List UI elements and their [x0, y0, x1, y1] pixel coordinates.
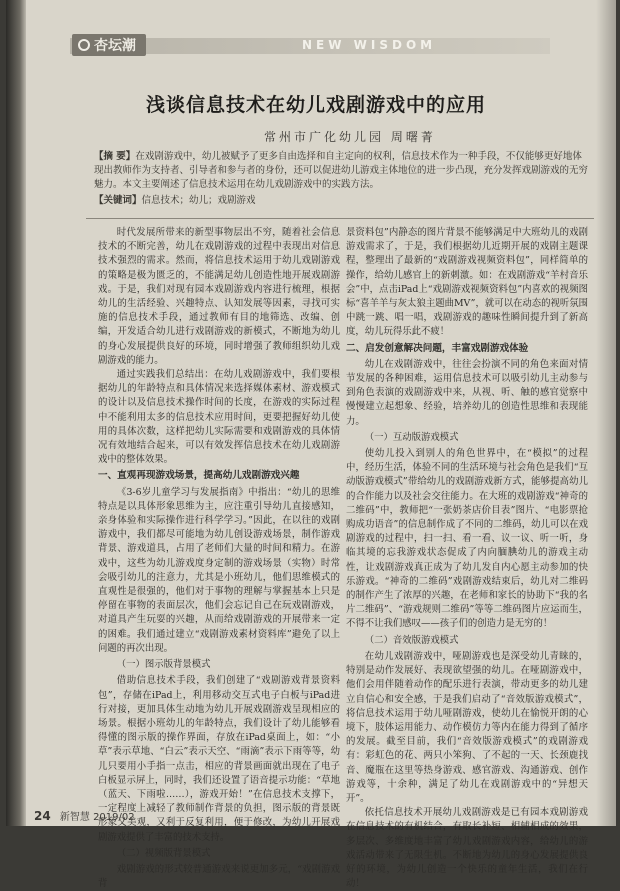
keywords-text: 信息技术；幼儿；戏剧游戏	[141, 195, 256, 206]
right-column	[346, 226, 588, 891]
body-paragraph: 依托信息技术开展幼儿戏剧游戏是已有园本戏剧游戏在信息技术的有机结合，有取长补短、相辅相成的效果，多层次、多维度地丰富了幼儿戏剧游戏内容，给幼儿的游戏活动带来了无限生机。不断地为幼儿的身心发展提供良好的环境，为幼儿创造一个快乐的童年生活，我们在行动！	[346, 807, 588, 890]
left-column	[98, 226, 340, 891]
binding-shadow	[6, 0, 26, 826]
article-authors: 常州市广化幼儿园 周曙菁	[264, 130, 436, 144]
subsection-heading: （一）互动版游戏模式	[364, 431, 459, 443]
abstract-label: 【摘 要】	[94, 151, 136, 162]
body-paragraph: 在幼儿戏剧游戏中，哑剧游戏也是深受幼儿青睐的，特别是动作发展好、表现欲望强的幼儿。在哑剧游戏中，他们会用伴随着动作的配乐进行表演，带动更多的幼儿建立自信心和安全感，于是我们启动了“音效版游戏模式”，将信息技术运用于幼儿哑剧游戏，使幼儿在愉悦开朗的心境下，肢体运用能力、动作模仿力等内在能力得到了循序的发展。截至目前，我们“音效版游戏模式”的戏剧游戏有：彩虹色的花、两只小笨狗、了不起的一天、长颈鹿找音、魔瓶在这里等热身游戏、感官游戏、沟通游戏、创作游戏等，十余种，满足了幼儿在戏剧游戏中的“异想天开”。	[346, 650, 588, 804]
abstract-block	[94, 150, 590, 210]
english-label: NEW WISDOM	[302, 38, 437, 52]
body-paragraph: 时代发展所带来的新型事物层出不穷，随着社会信息技术的不断完善，幼儿在戏剧游戏的过程中表现出对信息技术强烈的需求。然而，将信息技术运用于幼儿戏剧游戏的策略是极为匮乏的，不能满足幼儿创造性地开展戏剧游戏。于是，我们对现有园本戏剧游戏内容进行梳理，根据幼儿的生活经验、兴趣特点、认知发展等因素，寻找可实施的信息技术手段，通过教师有目的地筛选、改编、创编，开发适合幼儿进行戏剧游戏的新模式，不断地为幼儿的身心发展提供良好的环境，同时增强了教师组织幼儿戏剧游戏的能力。	[98, 227, 340, 366]
column-label	[72, 34, 146, 56]
subsection-heading: （二）音效版游戏模式	[364, 634, 459, 646]
page-shadow	[596, 0, 616, 826]
section-heading: 一、直观再现游戏场景，提高幼儿戏剧游戏兴趣	[98, 470, 300, 482]
circle-icon	[78, 39, 90, 51]
body-paragraph: 《3-6岁儿童学习与发展指南》中指出：“幼儿的思维特点是以具体形象思维为主，应注重引导幼儿直接感知，亲身体验和实际操作进行科学学习。”因此，在以往的戏剧游戏中，我们都尽可能地为幼儿创设游戏场景，制作游戏背景、游戏道具，占用了老师们大量的时间和精力。在游戏中，这些为幼儿游戏度身定制的游戏场景（实物）时常会吸引幼儿的注意力，尤其是小班幼儿，他们思维模式的直观性是很强的，他们对于事物的理解与掌握基本上只是停留在事物的表面层次，他们会忘记自己在玩戏剧游戏，对道具产生玩耍的兴趣，从而给戏剧游戏的开展带来一定的困难。我们通过建立“戏剧游戏素材资料库”避免了以上问题的再次出现。	[98, 486, 340, 654]
section-heading: 二、启发创意解决问题，丰富戏剧游戏体验	[346, 342, 529, 354]
abstract-text: 在戏剧游戏中，幼儿被赋予了更多自由选择和自主定向的权利，信息技术作为一种手段，不仅能够更好地体现出教师作为支持者、引导者和参与者的身份，还可以促进幼儿游戏主体地位的进一步凸现，充分发挥戏剧游戏的无穷魅力。本文主要阐述了信息技术运用在幼儿戏剧游戏中的实践方法。	[94, 151, 589, 190]
page-footer	[34, 808, 135, 823]
keywords-paragraph	[94, 194, 590, 208]
magazine-page	[6, 0, 616, 890]
body-paragraph: 通过实践我们总结出：在幼儿戏剧游戏中，我们要根据幼儿的年龄特点和具体情况来选择媒体素材、游戏模式的设计以及信息技术操作时间的长度，在游戏的实际过程中不能利用太多的信息技术应用时间，更要把握好幼儿使用的具体次数，这样把幼儿实际需要和戏剧游戏的具体情况有效地结合起来，可以有效发挥信息技术在幼儿戏剧游戏中的整体效果。	[98, 369, 340, 466]
body-paragraph: 戏剧游戏的形式较普通游戏来说更加多元，“戏剧游戏背	[98, 863, 340, 890]
page-number: 24	[34, 809, 51, 823]
journal-info: 新智慧 2019/02	[59, 812, 135, 823]
abstract-paragraph	[94, 150, 590, 192]
body-paragraph: 借助信息技术手段，我们创建了“戏剧游戏背景资料包”，存储在iPad上，利用移动交互式电子白板与iPad进行对接，更加具体生动地为幼儿开展戏剧游戏呈现相应的场景。根据小班幼儿的年龄特点，我们设计了幼儿能够看得懂的图示版的操作界面，存放在iPad桌面上，如：“小草”表示草地、“白云”表示天空、“雨滴”表示下雨等等，幼儿只要用小手指一点击，相应的背景画面就出现在了电子白板显示屏上，同时，我们还设置了语音提示功能：“草地（蓝天、下雨啦……），游戏开始！”在信息技术支撑下，一定程度上减轻了教师制作背景的负担，图示版的背景既形象又美观，又利于反复利用，便于修改，为幼儿开展戏剧游戏提供了丰富的技术支持。	[98, 675, 340, 843]
column-label-text: 杏坛潮	[94, 38, 136, 54]
subsection-heading: （一）图示版背景模式	[116, 659, 211, 671]
divider	[86, 218, 594, 219]
body-paragraph: 景资料包”内静态的图片背景不能够满足中大班幼儿的戏剧游戏需求了，于是，我们根据幼儿近期开展的戏剧主题课程，整理出了最新的“戏剧游戏视频资料包”，同样简单的操作，给幼儿感官上的新刺激。如：在戏剧游戏“羊村音乐会”中，点击iPad上“戏剧游戏视频资料包”内喜欢的视频图标“喜羊羊与灰太狼主题曲MV”，就可以在动态的视听氛围中跳一跳、唱一唱，戏剧游戏的趣味性瞬间提升到了新高度，幼儿玩得乐此不疲！	[346, 227, 588, 338]
body-paragraph: 使幼儿投入到别人的角色世界中，在“模拟”的过程中，经历生活，体验不同的生活环境与社会角色是我们“互动版游戏模式”带给幼儿的戏剧游戏新方式，能够提高幼儿的合作能力以及社会交往能力。在大班的戏剧游戏“神奇的二维码”中，教师把“一张奶茶店价目表”图片、“电影票抢购成功语音”的信息制作成了不同的二维码，幼儿可以在戏剧游戏的过程中，扫一扫、看一看、议一议、听一听，身临其境的忘我游戏状态促成了内向腼腆幼儿的游戏主动性，让戏剧游戏真正成为了幼儿发自内心愿主动参加的快乐游戏。“神奇的二维码”戏剧游戏结束后，幼儿对二维码的制作产生了浓厚的兴趣，在老师和家长的协助下“我的名片二维码”、“游戏规则二维码”等等二维码图片应运而生，不得不让我们感叹——孩子们的创造力是无穷的！	[346, 448, 588, 630]
article-title: 浅谈信息技术在幼儿戏剧游戏中的应用	[146, 94, 487, 116]
subsection-heading: （二）视频版背景模式	[116, 847, 211, 859]
keywords-label: 【关键词】	[94, 195, 142, 206]
body-paragraph: 幼儿在戏剧游戏中，往往会扮演不同的角色来面对情节发展的各种困难，运用信息技术可以吸引幼儿主动参与到角色表演的戏剧游戏中来，从视、听、触的感官觉察中慢慢建立起想象、经验，培养幼儿的创造性思维和表现能力。	[346, 358, 588, 427]
